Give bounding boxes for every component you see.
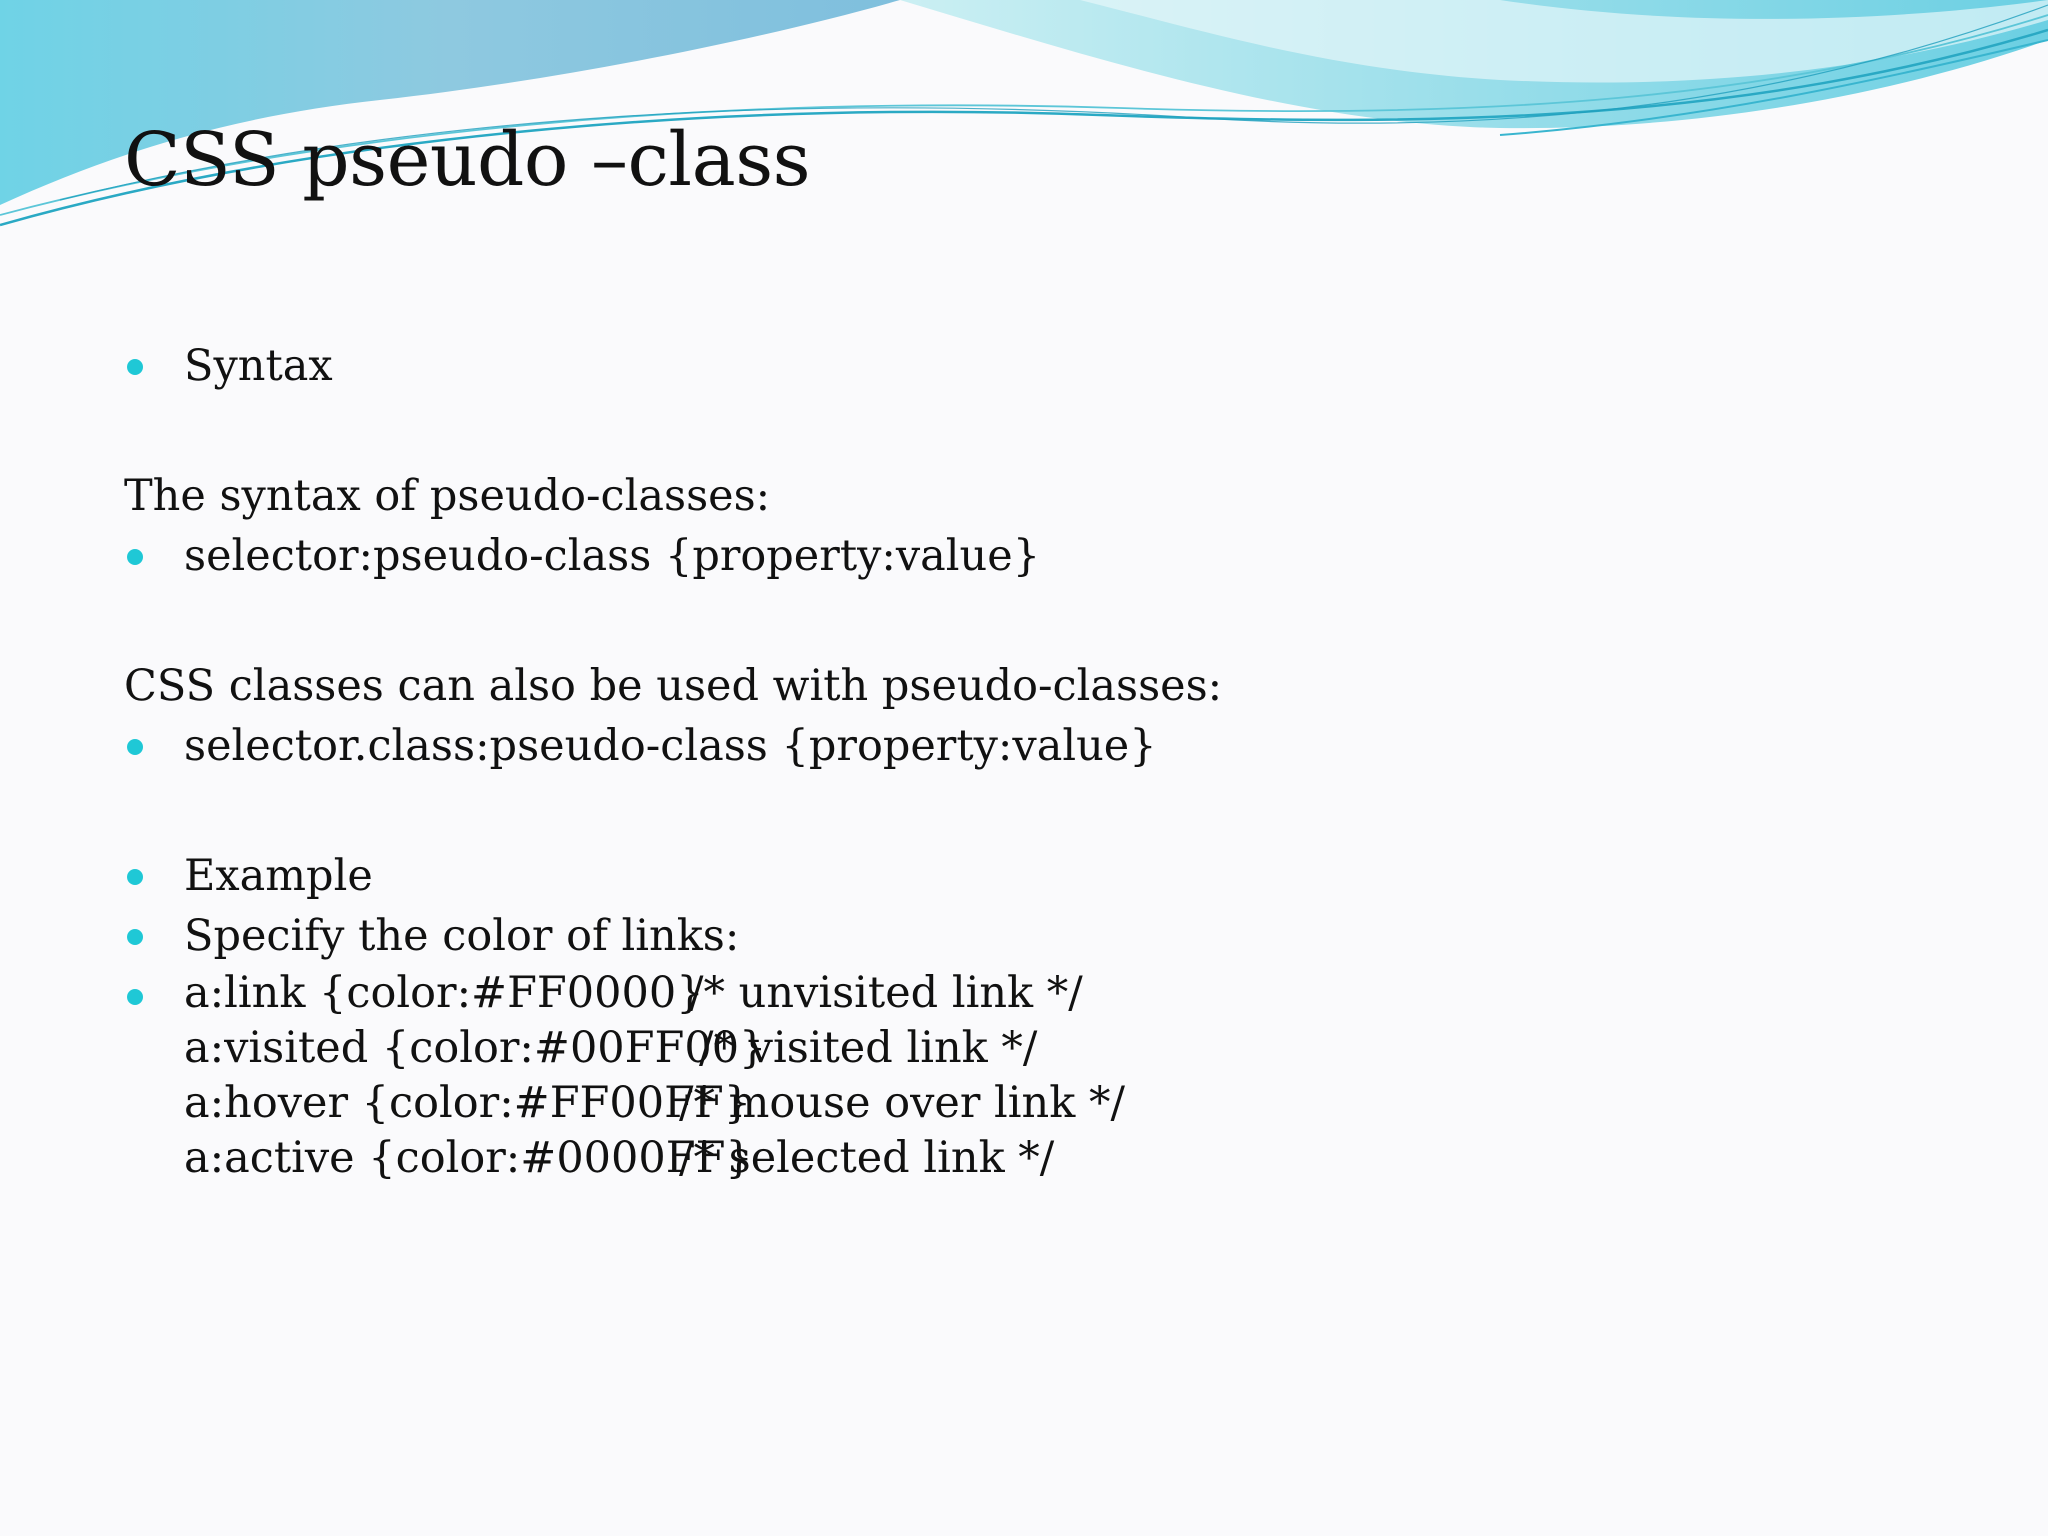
syntax-example: selector:pseudo-class {property:value}: [184, 531, 1041, 581]
bullet-dot-icon: [127, 869, 143, 885]
code-selector: a:hover {color:#FF00FF}: [184, 1078, 752, 1128]
bullet-item-code: [124, 966, 1424, 1186]
code-line: [184, 1131, 1424, 1186]
code-comment: /* unvisited link */: [689, 968, 1083, 1018]
bullet-item-syntax-example: [124, 526, 1424, 586]
example-intro: Specify the color of links:: [184, 911, 740, 961]
code-selector: a:visited {color:#00FF00}: [184, 1023, 767, 1073]
bullet-dot-icon: [127, 739, 143, 755]
syntax-heading: Syntax: [184, 341, 333, 391]
intro-text: The syntax of pseudo-classes:: [124, 471, 771, 521]
slide-title: CSS pseudo –class: [124, 117, 811, 203]
code-comment: /* visited link */: [699, 1023, 1038, 1073]
classes-example: selector.class:pseudo-class {property:value}: [184, 721, 1157, 771]
bullet-item-example: [124, 846, 1424, 906]
code-line: [184, 1021, 1424, 1076]
classes-text: CSS classes can also be used with pseudo-classes:: [124, 661, 1223, 711]
bullet-item-classes-example: [124, 716, 1424, 776]
code-line: [184, 966, 1424, 1021]
bullet-item-example-intro: [124, 906, 1424, 966]
bullet-dot-icon: [127, 989, 143, 1005]
code-comment: /* mouse over link */: [679, 1078, 1125, 1128]
code-line: [184, 1076, 1424, 1131]
example-heading: Example: [184, 851, 373, 901]
code-comment: /* selected link */: [679, 1133, 1055, 1183]
code-block: [184, 966, 1424, 1186]
bullet-dot-icon: [127, 359, 143, 375]
code-selector: a:active {color:#0000FF}: [184, 1133, 753, 1183]
bullet-item-syntax: [124, 336, 1424, 396]
bullet-dot-icon: [127, 929, 143, 945]
code-selector: a:link {color:#FF0000}: [184, 968, 704, 1018]
bullet-dot-icon: [127, 549, 143, 565]
slide-body: [124, 336, 1424, 1186]
